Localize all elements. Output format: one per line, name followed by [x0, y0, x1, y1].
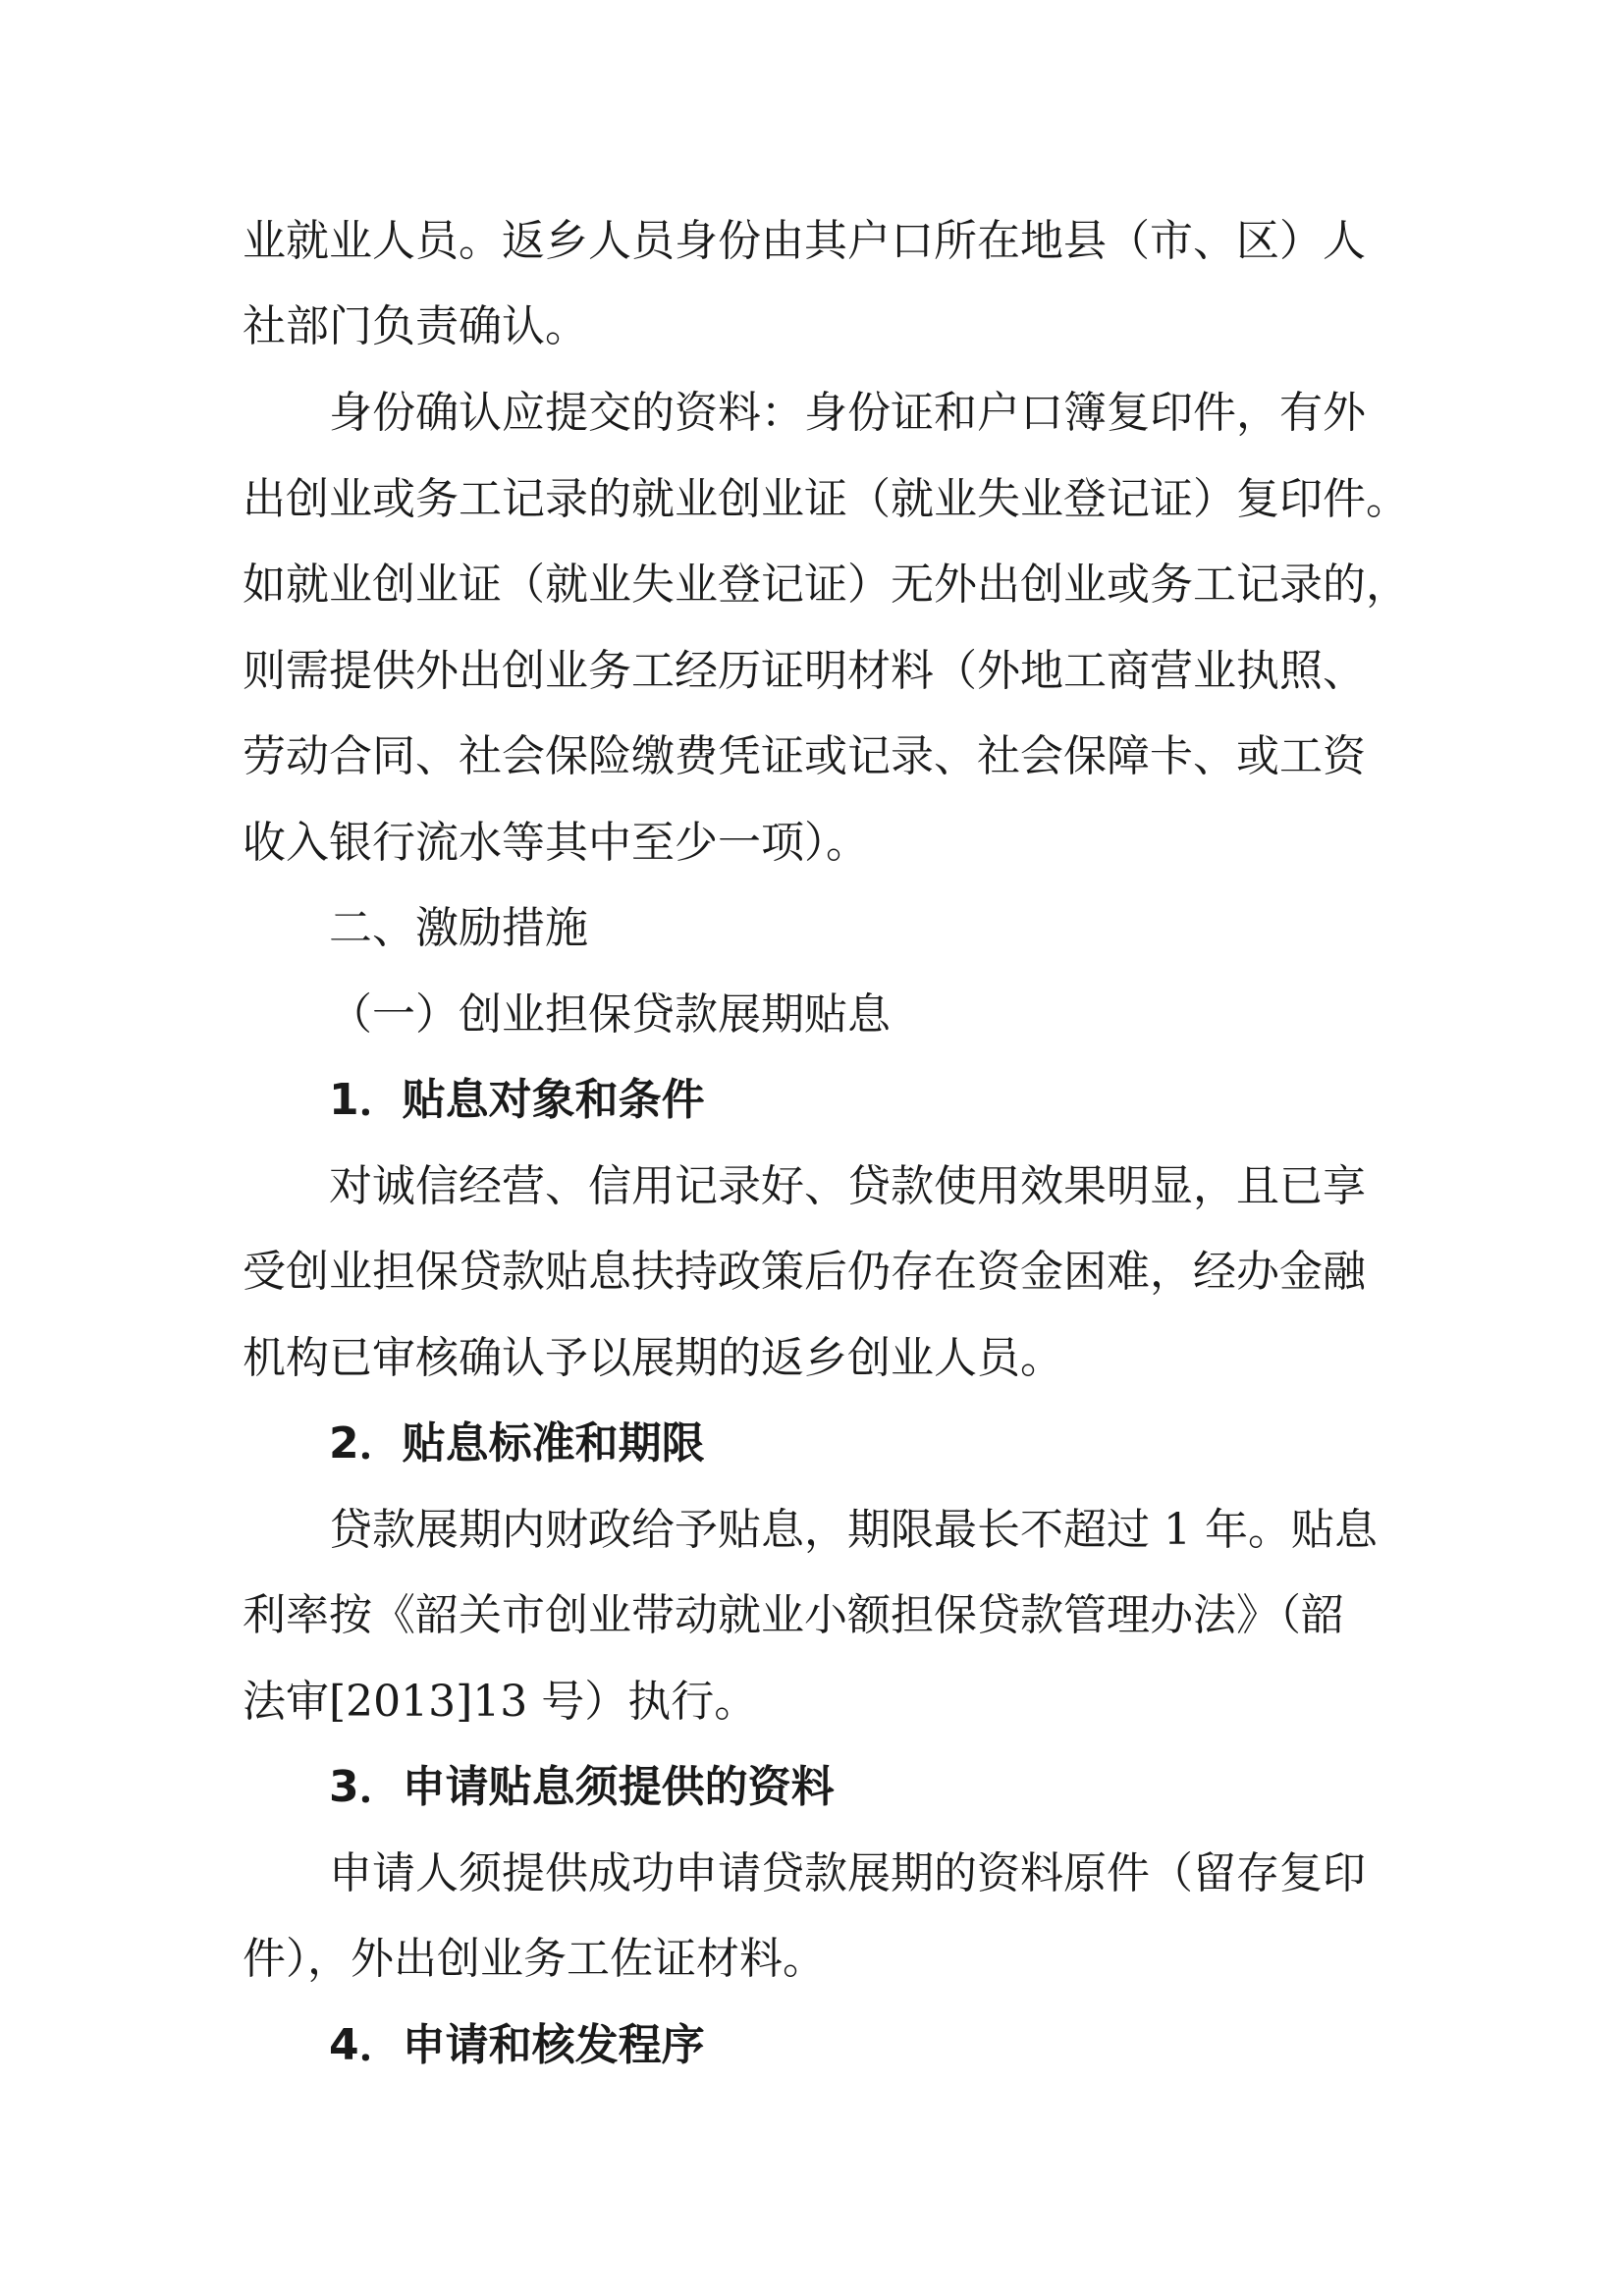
text-line-14: 机构已审核确认予以展期的返乡创业人员。	[243, 1333, 1063, 1383]
text-line-2: 社部门负责确认。	[243, 301, 588, 351]
text-line-13: 受创业担保贷款贴息扶持政策后仍存在资金困难，经办金融	[243, 1247, 1366, 1297]
text-line-18: 法审[2013]13 号）执行。	[243, 1677, 758, 1727]
item-heading-4: 4．申请和核发程序	[329, 2020, 705, 2070]
text-line-21: 件），外出创业务工佐证材料。	[243, 1934, 826, 1984]
text-line-12: 对诚信经营、信用记录好、贷款使用效果明显，且已享	[329, 1161, 1366, 1211]
text-line-4: 出创业或务工记录的就业创业证（就业失业登记证）复印件。	[243, 474, 1409, 524]
text-line-17: 利率按《韶关市创业带动就业小额担保贷款管理办法》（韶	[243, 1590, 1344, 1640]
item-heading-2: 2．贴息标准和期限	[329, 1418, 705, 1468]
text-line-7: 劳动合同、社会保险缴费凭证或记录、社会保障卡、或工资	[243, 731, 1366, 781]
text-line-3: 身份确认应提交的资料：身份证和户口簿复印件，有外	[329, 388, 1366, 438]
text-line-6: 则需提供外出创业务工经历证明材料（外地工商营业执照、	[243, 646, 1366, 696]
text-line-20: 申请人须提供成功申请贷款展期的资料原件（留存复印	[329, 1848, 1366, 1898]
text-line-16: 贷款展期内财政给予贴息，期限最长不超过 1 年。贴息	[329, 1505, 1378, 1555]
text-line-5: 如就业创业证（就业失业登记证）无外出创业或务工记录的，	[243, 560, 1409, 610]
text-line-8: 收入银行流水等其中至少一项）。	[243, 818, 869, 868]
item-heading-3: 3．申请贴息须提供的资料	[329, 1762, 835, 1812]
section-heading: 二、激励措施	[329, 903, 588, 953]
item-heading-1: 1．贴息对象和条件	[329, 1075, 705, 1125]
text-line-1: 业就业人员。返乡人员身份由其户口所在地县（市、区）人	[243, 216, 1366, 266]
subsection-heading: （一）创业担保贷款展期贴息	[329, 989, 891, 1040]
